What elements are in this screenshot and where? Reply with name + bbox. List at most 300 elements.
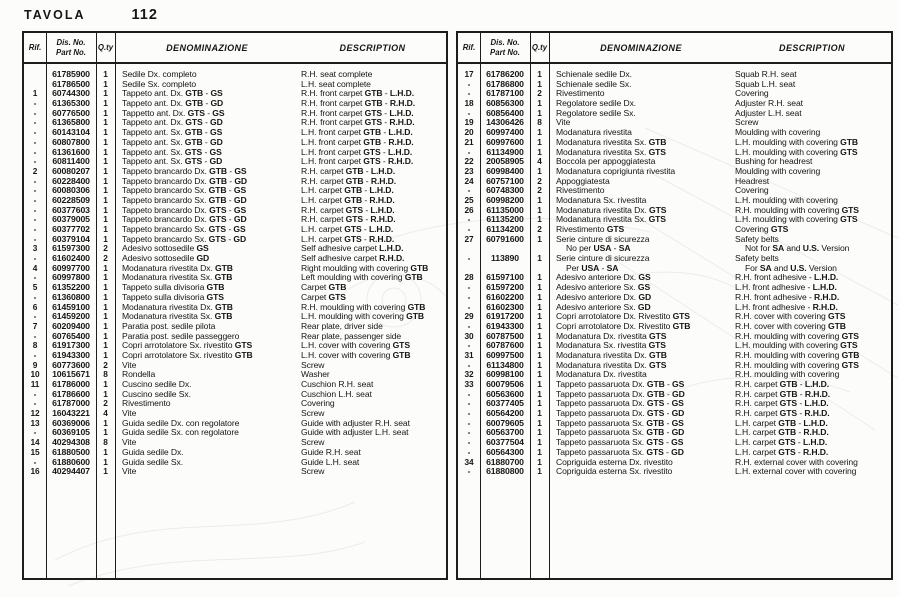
part-number-cell: 60209400 bbox=[52, 320, 90, 331]
rif-cell: - bbox=[467, 214, 471, 225]
denomination-cell: Tappeto passaruota Dx. GTS - GS bbox=[556, 399, 684, 409]
part-number-cell: 61361600 bbox=[52, 146, 90, 157]
denomination-cell: Tappeto passaruota Dx. GTB - GS bbox=[556, 380, 685, 389]
description-cell: L.H. carpet GTS - R.H.D. bbox=[301, 234, 395, 244]
qty-cell: 1 bbox=[103, 98, 108, 109]
qty-cell: 1 bbox=[537, 194, 542, 205]
qty-cell: 1 bbox=[103, 224, 108, 234]
qty-cell: 1 bbox=[103, 301, 108, 312]
qty-cell: 1 bbox=[537, 127, 542, 138]
part-number-cell: 60856300 bbox=[486, 98, 524, 109]
description-cell: L.H. carpet GTS - L.H.D. bbox=[301, 225, 394, 234]
rif-cell: 6 bbox=[32, 301, 38, 312]
part-number-cell: 61135000 bbox=[486, 204, 524, 215]
part-number-cell: 60379005 bbox=[52, 214, 90, 225]
denomination-cell: Vite bbox=[122, 467, 137, 477]
denomination-cell: Modanatura rivestita bbox=[556, 128, 632, 138]
qty-cell: 1 bbox=[537, 340, 542, 351]
part-number-cell: 60998100 bbox=[486, 369, 524, 380]
rif-cell: - bbox=[33, 107, 37, 118]
part-number-cell: 40294308 bbox=[52, 437, 90, 448]
part-number-cell: 60765400 bbox=[52, 330, 90, 341]
description-cell: R.H. front carpet GTS - R.H.D. bbox=[301, 118, 415, 128]
denomination-cell: Guida sedile Sx. bbox=[122, 457, 183, 467]
part-number-cell: 60079506 bbox=[486, 379, 524, 389]
denomination-cell: Tappeto passaruota Sx. GTB - GS bbox=[556, 418, 684, 428]
part-number-cell: 10615671 bbox=[52, 369, 90, 380]
qty-cell: 1 bbox=[103, 107, 108, 118]
description-cell: Screw bbox=[301, 360, 325, 370]
part-number-cell: 60811400 bbox=[52, 156, 90, 167]
denomination-cell: Vite bbox=[122, 360, 137, 370]
qty-cell: 1 bbox=[103, 291, 108, 302]
part-number-cell: 60744300 bbox=[52, 88, 90, 99]
denomination-cell: Modanatura rivestita Dx. GTB bbox=[122, 302, 233, 312]
description-cell: Screw bbox=[301, 467, 325, 477]
qty-cell: 1 bbox=[537, 379, 542, 389]
description-cell: R.H. moulding with covering bbox=[735, 370, 840, 380]
description-cell: L.H. carpet GTB - L.H.D. bbox=[735, 418, 828, 428]
qty-cell: 1 bbox=[537, 446, 542, 457]
description-cell: Left moulding with covering GTB bbox=[301, 273, 423, 283]
qty-cell: 1 bbox=[103, 127, 108, 138]
qty-cell: 1 bbox=[103, 388, 108, 399]
description-cell: R.H. carpet GTS - R.H.D. bbox=[735, 409, 830, 419]
qty-cell: 1 bbox=[537, 146, 542, 157]
qty-cell: 1 bbox=[103, 78, 108, 89]
qty-cell: 1 bbox=[537, 69, 542, 79]
denomination-cell: Rivestimento bbox=[556, 186, 605, 196]
description-cell: Self adhesive carpet R.H.D. bbox=[301, 254, 405, 264]
description-cell: R.H. carpet GTS - L.H.D. bbox=[735, 399, 829, 409]
denomination-cell: Vite bbox=[122, 438, 137, 448]
header-qty: Q.ty bbox=[531, 43, 548, 52]
description-cell: Screw bbox=[301, 409, 325, 419]
denomination-cell: Sedile Dx. completo bbox=[122, 70, 197, 79]
denomination-cell: Guida sedile Dx. bbox=[122, 447, 184, 457]
rif-cell bbox=[24, 70, 46, 80]
part-number-cell: 60377603 bbox=[52, 204, 90, 215]
denomination-cell: Tappeto sulla divisoria GTB bbox=[122, 283, 225, 293]
description-cell: Carpet GTS bbox=[301, 292, 346, 302]
description-cell: Bushing for headrest bbox=[735, 157, 813, 167]
part-number-cell: 60807800 bbox=[52, 136, 90, 147]
denomination-cell: Tappeto ant. Sx. GTS - GS bbox=[122, 147, 222, 157]
rif-cell: - bbox=[467, 282, 471, 293]
part-number-cell: 60997400 bbox=[486, 127, 524, 138]
qty-cell: 2 bbox=[537, 185, 542, 196]
rif-cell: 33 bbox=[464, 379, 474, 389]
qty-cell: 1 bbox=[103, 456, 108, 467]
description-cell: L.H. front carpet GTB - L.H.D. bbox=[301, 128, 413, 138]
rif-cell: - bbox=[467, 146, 471, 157]
denomination-cell: Adesivo sottosedile GD bbox=[122, 254, 210, 264]
rif-cell: 19 bbox=[464, 117, 474, 128]
description-cell: L.H. carpet GTB - R.H.D. bbox=[301, 195, 395, 205]
part-number-cell: 60856400 bbox=[486, 107, 524, 118]
rif-cell: 29 bbox=[464, 311, 474, 322]
denomination-cell: Rivestimento GTS bbox=[556, 225, 625, 234]
qty-cell: 2 bbox=[103, 398, 108, 409]
part-number-cell: 60997800 bbox=[52, 272, 90, 283]
qty-cell: 8 bbox=[103, 437, 108, 448]
rif-cell: 11 bbox=[30, 379, 40, 389]
qty-cell: 1 bbox=[537, 98, 542, 109]
denomination-cell: Tappeto brancardo Sx. GTS - GD bbox=[122, 234, 247, 244]
denomination-cell: Tappeto passaruota Sx. GTS - GS bbox=[556, 438, 684, 448]
part-number-cell: 60080306 bbox=[52, 185, 90, 196]
part-number-cell: 60998200 bbox=[486, 194, 524, 205]
description-cell: Safety belts bbox=[735, 234, 779, 244]
rif-cell: - bbox=[467, 224, 471, 234]
denomination-cell: Copri arrotolatore Sx. rivestito GTS bbox=[122, 341, 253, 351]
rif-cell: - bbox=[33, 175, 37, 186]
rif-cell: - bbox=[33, 194, 37, 205]
description-cell: R.H. moulding with covering GTS bbox=[735, 331, 859, 341]
denomination-cell: Sedile Sx. completo bbox=[122, 79, 197, 89]
denomination-cell: Modanatura Sx. rivestita GTS bbox=[556, 341, 666, 351]
denomination-cell: Adesivo anteriore Dx. GD bbox=[556, 292, 652, 302]
rif-cell: - bbox=[33, 330, 37, 341]
rif-cell: 10 bbox=[30, 369, 40, 380]
table-header bbox=[24, 33, 446, 64]
qty-cell: 1 bbox=[537, 437, 542, 448]
qty-cell: 1 bbox=[103, 311, 108, 322]
rif-cell: 13 bbox=[30, 417, 40, 428]
rif-cell: - bbox=[467, 88, 471, 99]
denomination-cell: Vite bbox=[122, 409, 137, 419]
part-number-cell: 60369105 bbox=[52, 427, 90, 438]
denomination-cell: Vite bbox=[556, 118, 571, 128]
qty-cell: 1 bbox=[537, 388, 542, 399]
qty-cell: 1 bbox=[537, 291, 542, 302]
description-cell: Squab L.H. seat bbox=[735, 79, 796, 89]
part-number-cell: 60757100 bbox=[486, 175, 524, 186]
part-number-cell: 40294407 bbox=[52, 466, 90, 477]
rif-cell: - bbox=[467, 185, 471, 196]
denomination-cell: Modanatura rivestita Sx. GTB bbox=[122, 273, 233, 283]
page-title: TAVOLA bbox=[24, 8, 86, 22]
qty-cell: 2 bbox=[537, 224, 542, 234]
description-cell: R.H. front adhesive - R.H.D. bbox=[735, 292, 840, 302]
part-number-cell: 60228509 bbox=[52, 194, 90, 205]
denomination-cell: Tappeto passaruota Dx. GTB - GD bbox=[556, 389, 685, 399]
denomination-cell: Tappeto passaruota Sx. GTS - GD bbox=[556, 447, 684, 457]
denomination-cell: Tappeto brancardo Sx. GTB - GS bbox=[122, 186, 247, 196]
part-number-cell: 60079605 bbox=[486, 417, 524, 428]
rif-cell: 8 bbox=[32, 340, 38, 351]
description-cell: R.H. carpet GTB - R.H.D. bbox=[301, 176, 397, 186]
qty-cell: 1 bbox=[103, 204, 108, 215]
description-cell: R.H. carpet GTB - L.H.D. bbox=[735, 380, 830, 389]
description-cell: L.H. carpet GTB - L.H.D. bbox=[301, 186, 394, 196]
description-cell: Screw bbox=[301, 438, 325, 448]
qty-cell: 2 bbox=[103, 253, 108, 264]
rif-cell: - bbox=[33, 291, 37, 302]
qty-cell: 1 bbox=[537, 311, 542, 322]
denomination-cell: Tappeto ant. Sx. GTB - GS bbox=[122, 128, 223, 138]
denomination-cell: Adesivo anteriore Sx. GS bbox=[556, 283, 651, 293]
page-number: 112 bbox=[131, 7, 158, 23]
denomination-cell: Modanatura Sx. rivestita bbox=[556, 195, 647, 205]
description-cell: Moulding with covering bbox=[735, 128, 821, 138]
denomination-cell: Paratia post. sedile passeggero bbox=[122, 331, 240, 341]
qty-cell: 1 bbox=[103, 349, 108, 360]
qty-cell: 1 bbox=[537, 369, 542, 380]
part-number-cell: 61597100 bbox=[486, 272, 524, 283]
part-number-cell: 61880600 bbox=[52, 456, 90, 467]
rif-cell: - bbox=[467, 78, 471, 89]
qty-cell: 1 bbox=[103, 262, 108, 273]
rif-cell: - bbox=[33, 398, 37, 409]
qty-cell: 1 bbox=[537, 408, 542, 419]
part-number-cell: 60143104 bbox=[52, 127, 90, 138]
rif-cell: 16 bbox=[30, 466, 40, 477]
rif-cell: - bbox=[33, 427, 37, 438]
rif-cell: 5 bbox=[32, 282, 38, 293]
part-number-cell: 61459200 bbox=[52, 311, 90, 322]
denomination-cell: Copri arrotolatore Dx. Rivestito GTS bbox=[556, 312, 690, 322]
rif-cell: 21 bbox=[464, 136, 474, 147]
qty-cell: 1 bbox=[103, 194, 108, 205]
part-number-cell: 61459100 bbox=[52, 301, 90, 312]
part-number-cell: 60787600 bbox=[486, 340, 524, 351]
qty-cell: 1 bbox=[537, 204, 542, 215]
rif-cell: 25 bbox=[464, 194, 474, 205]
table-body-right bbox=[458, 67, 891, 477]
part-number-cell: 61365800 bbox=[52, 117, 90, 128]
qty-cell: 1 bbox=[103, 446, 108, 457]
part-number-cell: 61917300 bbox=[52, 340, 90, 351]
rif-cell: 2 bbox=[32, 165, 38, 176]
table-row bbox=[458, 254, 891, 264]
qty-cell: 1 bbox=[537, 272, 542, 283]
description-cell: R.H. seat complete bbox=[301, 70, 373, 79]
description-cell: Guide with adjuster L.H. seat bbox=[301, 428, 409, 438]
description-cell: L.H. external cover with covering bbox=[735, 467, 857, 477]
qty-cell: 1 bbox=[103, 320, 108, 331]
qty-cell: 1 bbox=[103, 282, 108, 293]
denomination-cell: Tappeto ant. Dx. GTB - GS bbox=[122, 89, 223, 99]
rif-cell: - bbox=[33, 233, 37, 244]
qty-cell: 1 bbox=[537, 233, 542, 244]
rif-cell: 26 bbox=[464, 204, 474, 215]
rif-cell: 27 bbox=[464, 233, 474, 244]
rif-cell: 18 bbox=[464, 98, 474, 109]
part-number-cell: 61943300 bbox=[486, 320, 524, 331]
rif-cell: - bbox=[33, 98, 37, 109]
description-cell: Covering bbox=[735, 89, 769, 99]
denomination-cell: Adesivo sottosedile GS bbox=[122, 244, 209, 254]
rif-cell: 12 bbox=[30, 408, 40, 419]
description-cell: L.H. moulding with covering GTS bbox=[735, 215, 858, 225]
rif-cell: - bbox=[33, 456, 37, 467]
qty-cell: 1 bbox=[537, 253, 542, 264]
description-cell: Rear plate, passenger side bbox=[301, 331, 402, 341]
rif-cell: - bbox=[33, 253, 37, 264]
description-cell: Not for SA and U.S. Version bbox=[745, 244, 850, 254]
description-cell: R.H. moulding with covering GTS bbox=[735, 360, 859, 370]
rif-cell: 32 bbox=[464, 369, 474, 380]
part-number-cell: 61917200 bbox=[486, 311, 524, 322]
rif-cell: - bbox=[467, 427, 471, 438]
description-cell: Guide with adjuster R.H. seat bbox=[301, 418, 410, 428]
qty-cell: 2 bbox=[103, 243, 108, 254]
denomination-cell: Copriguida esterna Dx. rivestito bbox=[556, 457, 673, 467]
part-number-cell: 61365300 bbox=[52, 98, 90, 109]
description-cell: R.H. front adhesive - L.H.D. bbox=[735, 273, 839, 283]
description-cell: Cuschion L.H. seat bbox=[301, 389, 372, 399]
qty-cell: 1 bbox=[103, 88, 108, 99]
qty-cell: 2 bbox=[103, 359, 108, 370]
denomination-cell: Serie cinture di sicurezza bbox=[556, 254, 650, 264]
part-number-cell: 61880800 bbox=[486, 466, 524, 477]
description-cell: L.H. moulding with covering GTB bbox=[301, 312, 424, 322]
part-number-cell: 60080207 bbox=[52, 165, 90, 176]
header-rif: Rif. bbox=[28, 43, 42, 52]
part-number-cell: 60564200 bbox=[486, 408, 524, 419]
header-denomination: DENOMINAZIONE bbox=[166, 42, 248, 53]
denomination-cell: Tappeto passaruota Dx. GTS - GD bbox=[556, 409, 685, 419]
rif-cell: - bbox=[33, 388, 37, 399]
rif-cell: 14 bbox=[30, 437, 40, 448]
denomination-cell: Tappeto brancardo Dx. GTB - GS bbox=[122, 166, 247, 176]
rif-cell: - bbox=[33, 214, 37, 225]
description-cell: L.H. cover with covering GTB bbox=[301, 350, 411, 360]
denomination-cell: Adesivo anteriore Sx. GD bbox=[556, 302, 651, 312]
description-cell: R.H. moulding with covering GTB bbox=[735, 350, 860, 360]
description-cell: Covering GTS bbox=[735, 225, 789, 234]
qty-cell: 4 bbox=[537, 156, 542, 167]
parts-table-right bbox=[456, 31, 893, 580]
part-number-cell: 61134200 bbox=[486, 224, 524, 234]
part-number-cell: 14306426 bbox=[486, 117, 524, 128]
rif-cell: - bbox=[467, 466, 471, 477]
rif-cell: - bbox=[467, 107, 471, 118]
table-header bbox=[458, 33, 891, 64]
denomination-cell: Appoggiatesta bbox=[556, 176, 610, 186]
qty-cell: 8 bbox=[537, 117, 542, 128]
part-number-cell: 61135200 bbox=[486, 214, 524, 225]
part-number-cell: 16043221 bbox=[52, 408, 90, 419]
rif-cell: - bbox=[467, 359, 471, 370]
part-number-cell: 20058905 bbox=[486, 156, 524, 167]
part-number-cell: 61134900 bbox=[486, 146, 524, 157]
qty-cell: 1 bbox=[537, 214, 542, 225]
parts-table-left bbox=[22, 31, 448, 580]
part-number-cell: 60998400 bbox=[486, 165, 524, 176]
denomination-cell: No per USA - SA bbox=[566, 244, 631, 254]
part-number-cell: 60787500 bbox=[486, 330, 524, 341]
denomination-cell: Tappeto ant. Dx. GTB - GD bbox=[122, 99, 224, 109]
description-cell: Safety belts bbox=[735, 254, 779, 264]
denomination-cell: Regolatore sedile Sx. bbox=[556, 108, 636, 118]
qty-cell: 1 bbox=[537, 466, 542, 477]
description-cell: Rear plate, driver side bbox=[301, 321, 383, 331]
denomination-cell: Modanatura rivestita Dx. GTB bbox=[122, 263, 233, 273]
part-number-cell: 61786800 bbox=[486, 78, 524, 89]
rif-cell: - bbox=[467, 417, 471, 428]
qty-cell: 1 bbox=[103, 156, 108, 167]
qty-cell: 1 bbox=[103, 340, 108, 351]
rif-cell: 3 bbox=[32, 243, 38, 254]
table-row bbox=[458, 467, 891, 477]
description-cell: Adjuster L.H. seat bbox=[735, 108, 802, 118]
description-cell: Right moulding with covering GTB bbox=[301, 263, 429, 273]
description-cell: Guide R.H. seat bbox=[301, 447, 361, 457]
description-cell: L.H. front adhesive - R.H.D. bbox=[735, 302, 838, 312]
denomination-cell: Tappeto ant. Sx. GTB - GD bbox=[122, 137, 223, 147]
description-cell: L.H. carpet GTB - R.H.D. bbox=[735, 428, 829, 438]
header-part-number: Dis. No. Part No. bbox=[56, 38, 86, 57]
description-cell: L.H. seat complete bbox=[301, 79, 371, 89]
qty-cell: 1 bbox=[103, 427, 108, 438]
description-cell: R.H. front carpet GTB - R.H.D. bbox=[301, 99, 416, 109]
denomination-cell: Tappeto ant. Dx. GTS - GD bbox=[122, 118, 223, 128]
qty-cell: 1 bbox=[103, 466, 108, 477]
part-number-cell: 61602400 bbox=[52, 253, 90, 264]
part-number-cell: 61352200 bbox=[52, 282, 90, 293]
description-cell: Cuschion R.H. seat bbox=[301, 380, 374, 389]
part-number-cell: 61597300 bbox=[52, 243, 90, 254]
description-cell: R.H. moulding with covering GTS bbox=[735, 205, 859, 215]
description-cell: R.H. front carpet GTS - L.H.D. bbox=[301, 108, 414, 118]
rif-cell: 23 bbox=[464, 165, 474, 176]
denomination-cell: Tappeto brancardo Sx. GTS - GS bbox=[122, 225, 246, 234]
description-cell: Washer bbox=[301, 370, 330, 380]
description-cell: Self adhesive carpet L.H.D. bbox=[301, 244, 404, 254]
page-header bbox=[24, 7, 158, 23]
part-number-cell: 60748300 bbox=[486, 185, 524, 196]
denomination-cell: Serie cinture di sicurezza bbox=[556, 234, 650, 244]
rif-cell: 30 bbox=[464, 330, 474, 341]
qty-cell: 1 bbox=[537, 282, 542, 293]
description-cell: R.H. external cover with covering bbox=[735, 457, 858, 467]
description-cell: R.H. front carpet GTB - L.H.D. bbox=[301, 89, 415, 99]
denomination-cell: Copri arrotolatore Sx. rivestito GTB bbox=[122, 350, 253, 360]
qty-cell: 1 bbox=[537, 359, 542, 370]
part-number-cell: 61360800 bbox=[52, 291, 90, 302]
rif-cell: 31 bbox=[464, 349, 474, 360]
part-number-cell: 61786000 bbox=[52, 379, 90, 389]
qty-cell: 1 bbox=[103, 165, 108, 176]
part-number-cell: 61602300 bbox=[486, 301, 524, 312]
denomination-cell: Modanatura rivestita Sx. GTS bbox=[556, 147, 666, 157]
rif-cell: 9 bbox=[32, 359, 38, 370]
denomination-cell: Guida sedile Dx. con regolatore bbox=[122, 418, 240, 428]
part-number-cell: 60563600 bbox=[486, 388, 524, 399]
qty-cell: 1 bbox=[103, 69, 108, 79]
qty-cell: 1 bbox=[537, 427, 542, 438]
denomination-cell: Copri arrotolatore Dx. Rivestito GTB bbox=[556, 321, 691, 331]
table-row bbox=[458, 244, 891, 254]
description-cell: L.H. moulding with covering GTS bbox=[735, 147, 858, 157]
rif-cell: - bbox=[33, 156, 37, 167]
qty-cell: 1 bbox=[103, 233, 108, 244]
denomination-cell: Rivestimento bbox=[556, 89, 605, 99]
description-cell: L.H. front adhesive - L.H.D. bbox=[735, 283, 837, 293]
rif-cell: - bbox=[33, 185, 37, 196]
part-number-cell: 113890 bbox=[491, 253, 519, 264]
rif-cell: - bbox=[467, 320, 471, 331]
denomination-cell: Tappeto brancardo Sx. GTB - GD bbox=[122, 195, 247, 205]
rif-cell: 7 bbox=[32, 320, 38, 331]
part-number-cell: 61786200 bbox=[486, 69, 524, 79]
description-cell: L.H. moulding with covering GTS bbox=[735, 341, 858, 351]
description-cell: Moulding with covering bbox=[735, 166, 821, 176]
qty-cell: 1 bbox=[103, 330, 108, 341]
header-qty: Q.ty bbox=[97, 43, 114, 52]
